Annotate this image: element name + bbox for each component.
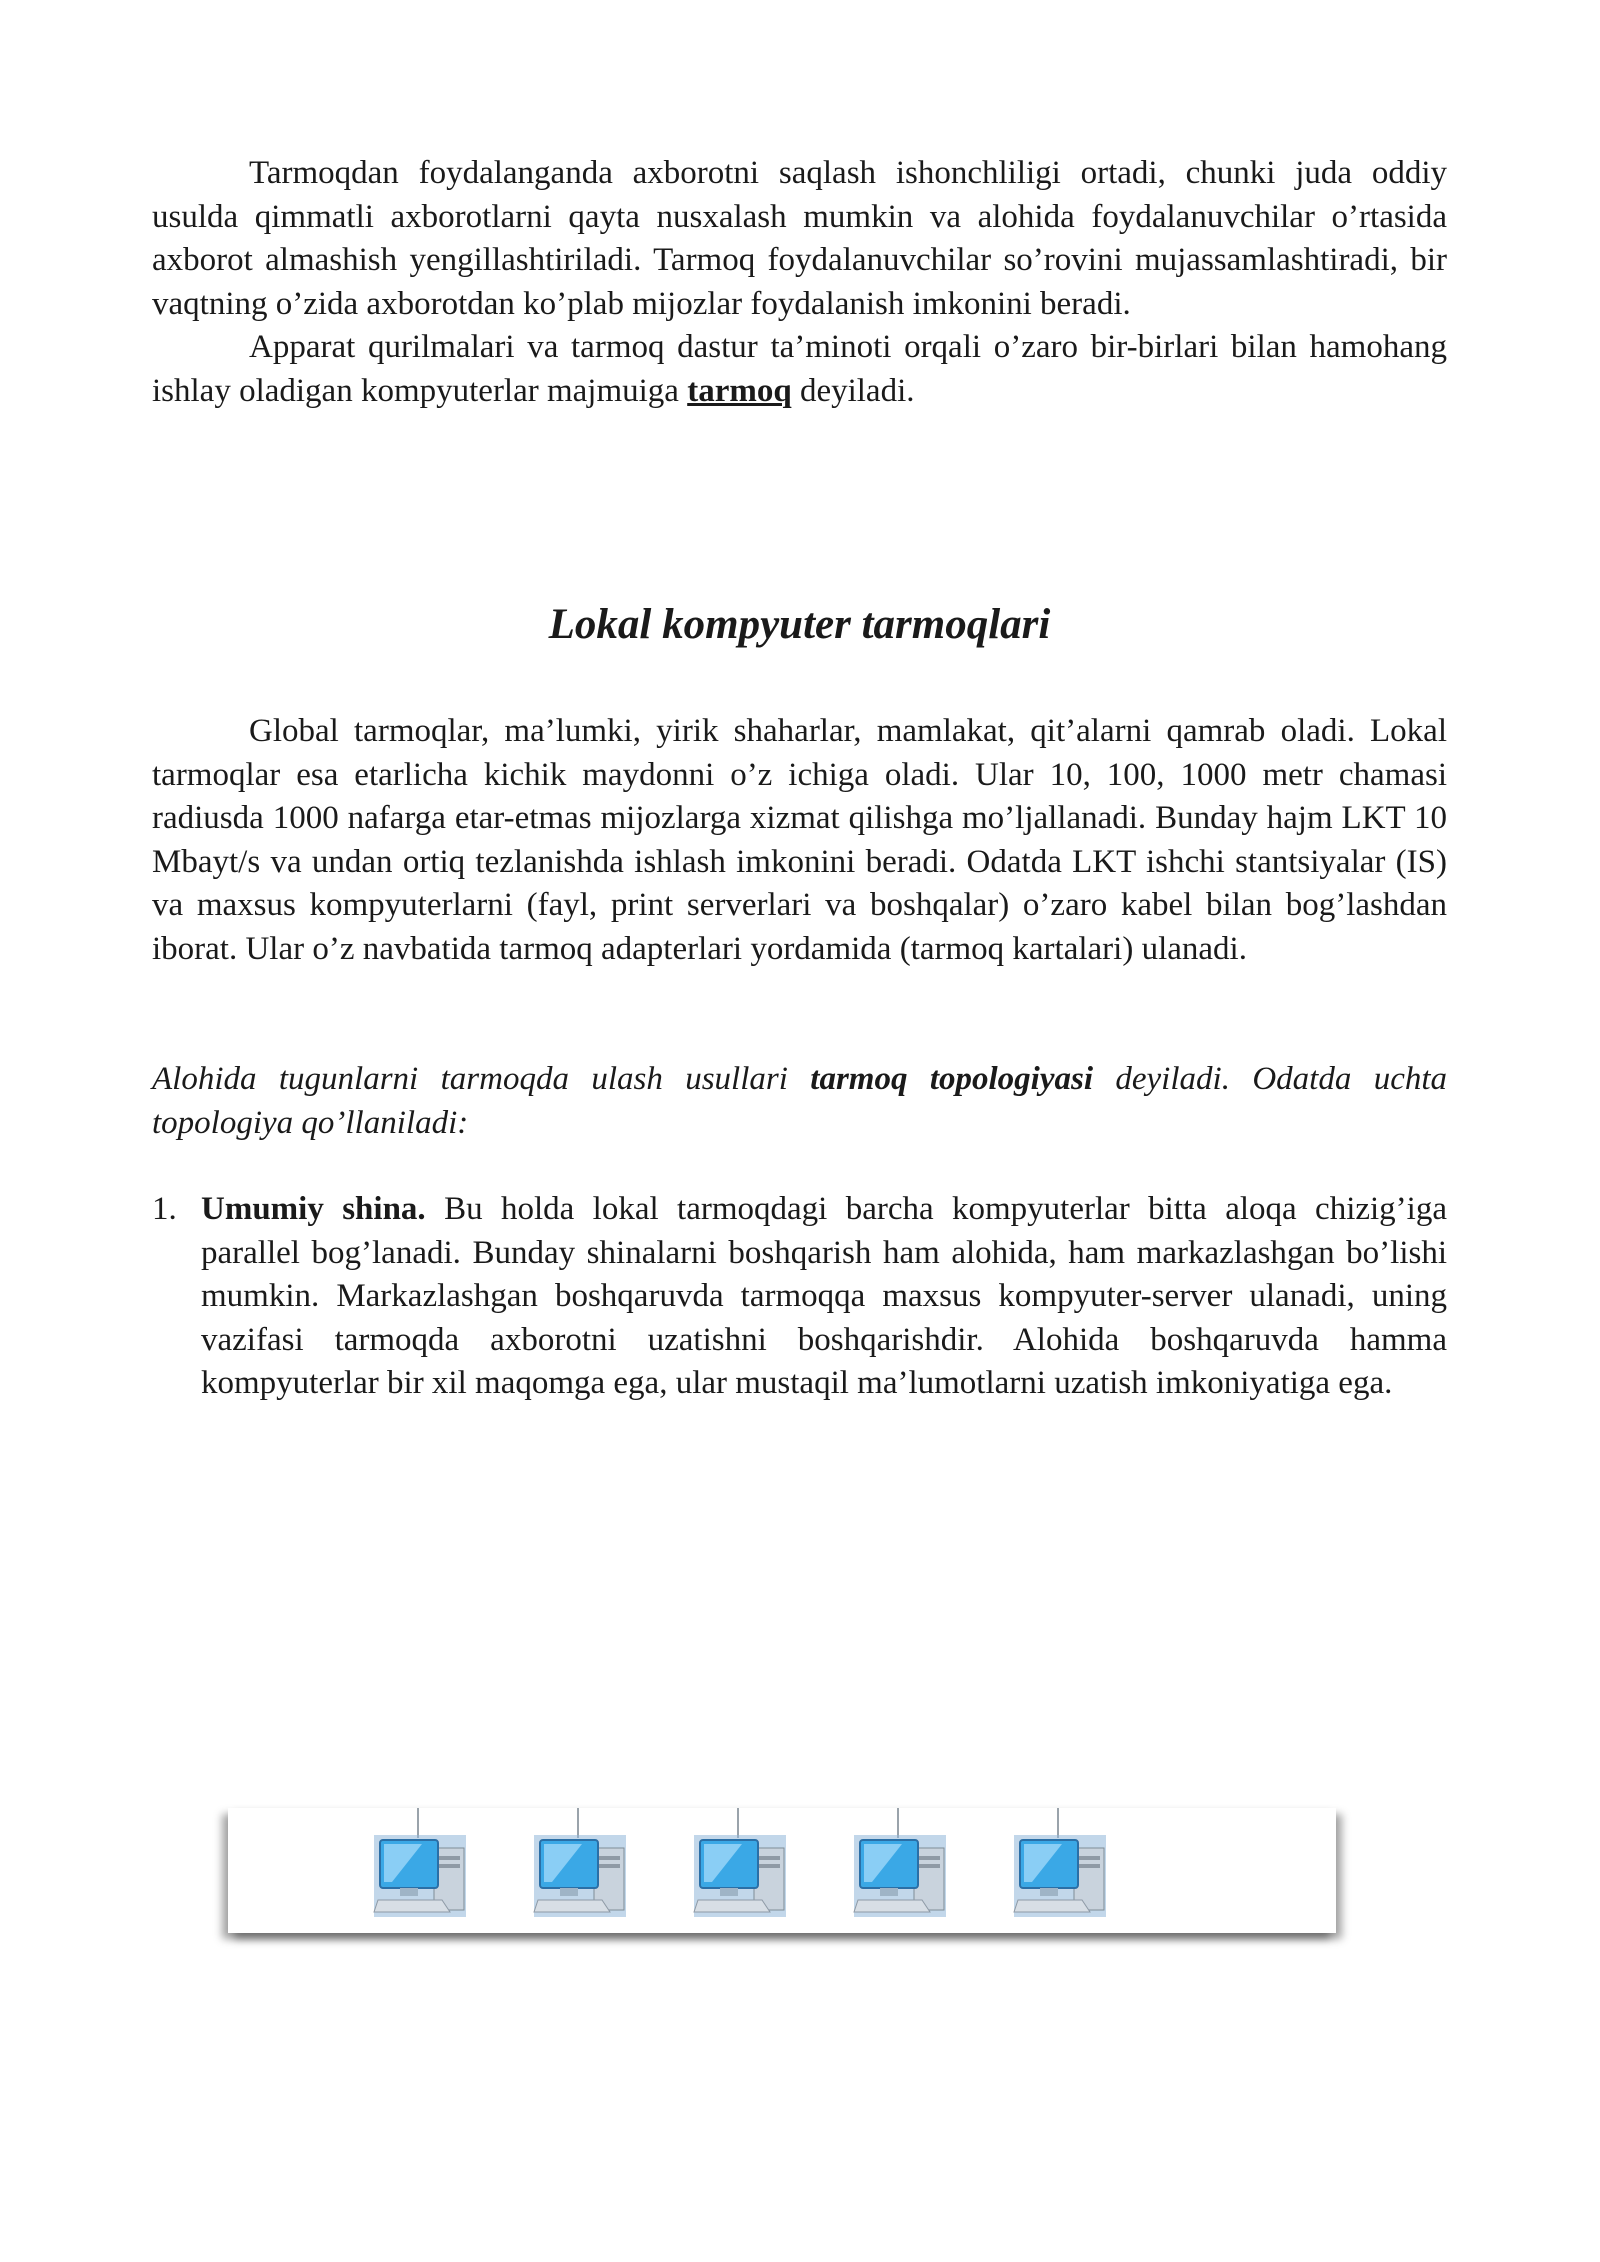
term-tarmoq: tarmoq bbox=[687, 372, 792, 409]
topology-text-end: deyiladi. Odatda uchta topologiya qo’llaniladi: bbox=[152, 1061, 1448, 1141]
intro-paragraph-2 bbox=[152, 326, 1447, 413]
computer-icon bbox=[1012, 1808, 1112, 1918]
lan-paragraph: Global tarmoqlar, ma’lumki, yirik shaharlar, mamlakat, qit’alarni qamrab oladi. Lokal tarmoqlar esa etarlicha kichik maydonni o’z ichiga oladi. Ular 10, 100, 1000 metr chamasi radiusda 1000 nafarga etar-etmas mijozlarga xizmat qilishga mo’ljallanadi. Bunday hajm LKT 10 Mbayt/s va undan ortiq tezlanishda ishlash imkonini beradi. Odatda LKT ishchi stantsiyalar (IS) va maxsus kompyuterlarni (fayl, print serverlari va boshqalar) o’zaro kabel bilan bog’lashdan iborat. Ular o’z navbatida tarmoq adapterlari yordamida (tarmoq kartalari) ulanadi. bbox=[152, 713, 1447, 967]
bus-topology-diagram bbox=[228, 1808, 1336, 1933]
list-item-text: Bu holda lokal tarmoqdagi barcha kompyuterlar bitta aloqa chizig’iga parallel bog’lanadi. Bunday shinalarni boshqarish ham alohida, ham markazlashgan bo’lishi mumkin. Markazlashgan boshqaruvda tarmoqqa maxsus kompyuter-server ulanadi, uning vazifasi tarmoqda axborotni uzatishni boshqarishdir. Alohida boshqaruvda hamma kompyuterlar bir xil maqomga ega, ular mustaqil ma’lumotlarni uzatish imkoniyatiga ega. bbox=[201, 1191, 1447, 1401]
computer-icon bbox=[532, 1808, 632, 1918]
list-item-title: Umumiy shina. bbox=[201, 1191, 426, 1227]
computer-icon bbox=[372, 1808, 472, 1918]
intro-section bbox=[152, 152, 1447, 413]
list-item bbox=[152, 1188, 1447, 1406]
computer-icon bbox=[852, 1808, 952, 1918]
intro-paragraph-1: Tarmoqdan foydalanganda axborotni saqlash ishonchliligi ortadi, chunki juda oddiy usulda qimmatli axborotlarni qayta nusxalash mumkin va alohida foydalanuvchilar o’rtasida axborot almashish yengillashtiriladi. Tarmoq foydalanuvchilar so’rovini mujassamlashtiradi, bir vaqtning o’zida axborotdan ko’plab mijozlar foydalanish imkonini beradi. bbox=[152, 155, 1447, 322]
intro-paragraph-2-text: Apparat qurilmalari va tarmoq dastur ta’minoti orqali o’zaro bir-birlari bilan hamohang ishlay oladigan kompyuterlar majmuiga bbox=[152, 329, 1447, 409]
computer-icon bbox=[692, 1808, 792, 1918]
topology-text: Alohida tugunlarni tarmoqda ulash usullari bbox=[152, 1061, 811, 1097]
topology-list bbox=[152, 1188, 1447, 1406]
term-topology: tarmoq topologiyasi bbox=[810, 1061, 1094, 1097]
lan-section bbox=[152, 710, 1447, 971]
list-item-number: 1. bbox=[152, 1191, 177, 1227]
topology-section bbox=[152, 1058, 1447, 1145]
section-heading: Lokal kompyuter tarmoqlari bbox=[548, 601, 1051, 648]
intro-paragraph-2-end: deyiladi. bbox=[791, 372, 915, 409]
topology-paragraph bbox=[152, 1058, 1447, 1145]
